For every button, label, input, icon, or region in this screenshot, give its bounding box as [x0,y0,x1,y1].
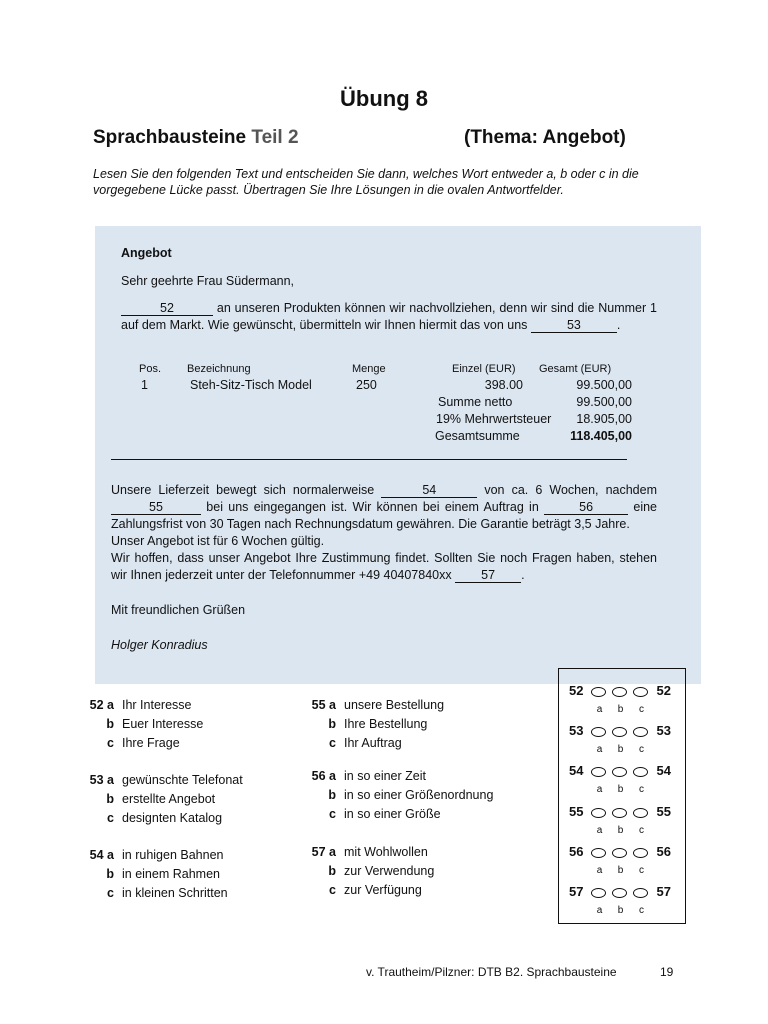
summary-label-mwst: 19% Mehrwertsteuer [436,412,552,426]
answer-letter: c [639,905,644,916]
paragraph-2-text-d: eine Zahlungsfrist von 30 Tagen nach Rechnungsdatum gewähren. Die Garantie beträgt 3,5 Jahre. [111,500,657,531]
answer-row-57 [559,880,685,920]
option-text: erstellte Angebot [122,792,216,806]
page-title: Übung 8 [340,86,428,111]
answer-letter: a [596,784,603,795]
answer-oval-b[interactable] [612,727,627,737]
answer-row-55 [559,800,685,840]
option-text: zur Verfügung [344,883,422,897]
option-number: 56 [311,769,326,783]
answer-letter: c [639,865,644,876]
option-text: unsere Bestellung [344,698,445,712]
paragraph-2-validity: Unser Angebot ist für 6 Wochen gültig. [111,534,325,548]
gap-52: 52 [121,301,213,316]
answer-number: 57 [656,884,671,899]
answer-oval-c[interactable] [633,767,648,777]
option-letter: b [328,717,336,731]
answer-number: 52 [569,683,584,698]
option-letter: a [107,773,114,787]
option-letter: c [107,736,114,750]
answer-oval-a[interactable] [591,767,606,777]
table-header-pos: Pos. [139,363,162,375]
answer-oval-a[interactable] [591,808,606,818]
table-header-menge: Menge [352,363,386,375]
answer-number: 57 [569,884,584,899]
divider-line [111,459,627,460]
answer-oval-c[interactable] [633,727,648,737]
option-text: Ihr Auftrag [344,736,402,750]
option-text: designten Katalog [122,811,223,825]
option-letter: c [107,811,114,825]
option-number: 57 [311,845,326,859]
answer-number: 53 [569,723,584,738]
answer-oval-b[interactable] [612,767,627,777]
answer-row-53 [559,719,685,759]
option-letter: b [106,867,114,881]
paragraph-3-end: . [521,568,525,582]
answer-box [558,668,686,924]
letter-closing: Mit freundlichen Grüßen [111,603,246,617]
answer-letter: b [617,784,624,795]
answer-oval-c[interactable] [633,888,648,898]
letter-paragraph-2 [111,482,657,584]
letter-heading: Angebot [121,246,172,260]
answer-letter: b [617,865,624,876]
answer-row-56 [559,840,685,880]
answer-number: 54 [569,763,584,778]
answer-oval-a[interactable] [591,687,606,697]
instructions: Lesen Sie den folgenden Text und entscheiden Sie dann, welches Wort entweder a, b oder c in die vorgegebene Lücke passt. Übertragen Sie Ihre Lösungen in die ovalen Antwortfelder. [93,167,639,197]
answer-oval-b[interactable] [612,848,627,858]
gap-53: 53 [531,318,617,333]
answer-number: 56 [569,844,584,859]
letter-salutation: Sehr geehrte Frau Südermann, [121,274,295,288]
table-cell-gesamt: 99.500,00 [576,378,632,392]
option-text: Ihre Bestellung [344,717,428,731]
summary-value-netto: 99.500,00 [576,395,632,409]
table-cell-pos: 1 [141,378,148,392]
option-number: 52 [89,698,104,712]
page-number: 19 [660,965,674,979]
paragraph-2-text-a: Unsere Lieferzeit bewegt sich normalerweise [111,483,382,497]
option-label [80,696,114,715]
option-letter: b [328,864,336,878]
answer-letter: a [596,905,603,916]
option-text: in so einer Zeit [344,769,426,783]
answer-letter: b [617,704,624,715]
option-text: in kleinen Schritten [122,886,228,900]
answer-letter: c [639,704,644,715]
answer-oval-c[interactable] [633,808,648,818]
option-text: Euer Interesse [122,717,204,731]
gap-54: 54 [381,483,477,498]
option-label [80,846,114,865]
option-letter: a [329,769,336,783]
letter-signature: Holger Konradius [111,638,208,652]
section-heading-main: Sprachbausteine [93,127,252,148]
answer-oval-b[interactable] [612,808,627,818]
option-text: Ihr Interesse [122,698,192,712]
answer-row-54 [559,759,685,799]
option-text: in ruhigen Bahnen [122,848,224,862]
gap-55: 55 [111,500,201,515]
answer-oval-c[interactable] [633,687,648,697]
paragraph-3-text: Wir hoffen, dass unser Angebot Ihre Zustimmung findet. Sollten Sie noch Fragen haben, stehen wir Ihnen jederzeit unter der Telefonnummer +49 40407840xx [111,551,657,582]
answer-number: 56 [656,844,671,859]
option-text: zur Verwendung [344,864,435,878]
option-letter: b [328,788,336,802]
answer-letter: b [617,825,624,836]
answer-number: 55 [569,804,584,819]
option-text: in einem Rahmen [122,867,220,881]
option-text: Ihre Frage [122,736,180,750]
option-text: in so einer Größe [344,807,441,821]
answer-letter: a [596,744,603,755]
answer-oval-a[interactable] [591,727,606,737]
section-heading-part: Teil 2 [251,127,299,148]
table-cell-einzel: 398.00 [484,378,523,392]
paragraph-2-text-c: bei uns eingegangen ist. Wir können bei einem Auftrag in [201,500,545,514]
option-text: in so einer Größenordnung [344,788,494,802]
option-letter: c [329,736,336,750]
answer-oval-a[interactable] [591,848,606,858]
option-label [80,771,114,790]
answer-oval-c[interactable] [633,848,648,858]
table-header-bezeichnung: Bezeichnung [187,363,251,375]
table-header-einzel: Einzel (EUR) [452,363,516,375]
option-text: gewünschte Telefonat [122,773,243,787]
answer-number: 55 [656,804,671,819]
answer-letter: c [639,784,644,795]
answer-number: 54 [656,763,671,778]
option-letter: a [107,698,114,712]
paragraph-1-end: . [616,318,621,332]
option-letter: c [329,883,336,897]
option-number: 55 [311,698,326,712]
summary-label-netto: Summe netto [438,395,513,409]
summary-value-mwst: 18.905,00 [576,412,632,426]
answer-letter: c [639,744,644,755]
option-text: mit Wohlwollen [344,845,428,859]
option-letter: b [106,792,114,806]
option-letter: c [107,886,114,900]
section-heading [93,127,299,149]
answer-letter: a [596,865,603,876]
option-number: 54 [89,848,104,862]
gap-56: 56 [544,500,628,515]
answer-oval-a[interactable] [591,888,606,898]
option-letter: b [106,717,114,731]
answer-letter: a [596,704,603,715]
answer-letter: a [596,825,603,836]
option-letter: a [329,845,336,859]
answer-number: 52 [656,683,671,698]
letter-paragraph-1 [121,300,657,334]
theme-label: (Thema: Angebot) [464,127,626,148]
option-label [302,767,336,786]
summary-label-gesamt: Gesamtsumme [435,429,520,443]
summary-value-gesamt: 118.405,00 [570,429,632,443]
option-letter: a [329,698,336,712]
answer-oval-b[interactable] [612,687,627,697]
option-letter: c [329,807,336,821]
answer-letter: c [639,825,644,836]
answer-letter: b [617,744,624,755]
option-number: 53 [89,773,104,787]
table-header-gesamt: Gesamt (EUR) [539,363,612,375]
option-label [302,843,336,862]
answer-letter: b [617,905,624,916]
table-cell-bezeichnung: Steh-Sitz-Tisch Model [190,378,312,392]
table-cell-menge: 250 [356,378,377,392]
answer-oval-b[interactable] [612,888,627,898]
paragraph-2-text-b: von ca. 6 Wochen, nachdem [477,483,657,497]
option-letter: a [107,848,114,862]
answer-number: 53 [656,723,671,738]
gap-57: 57 [455,568,521,583]
paragraph-1-text: an unseren Produkten können wir nachvollziehen, denn wir sind die Nummer 1 auf dem Markt. Wie gewünscht, übermitteln wir Ihnen hiermit das von uns [121,301,657,332]
page-footer: v. Trautheim/Pilzner: DTB B2. Sprachbausteine [366,965,617,979]
answer-row-52 [559,679,685,719]
option-label [302,696,336,715]
